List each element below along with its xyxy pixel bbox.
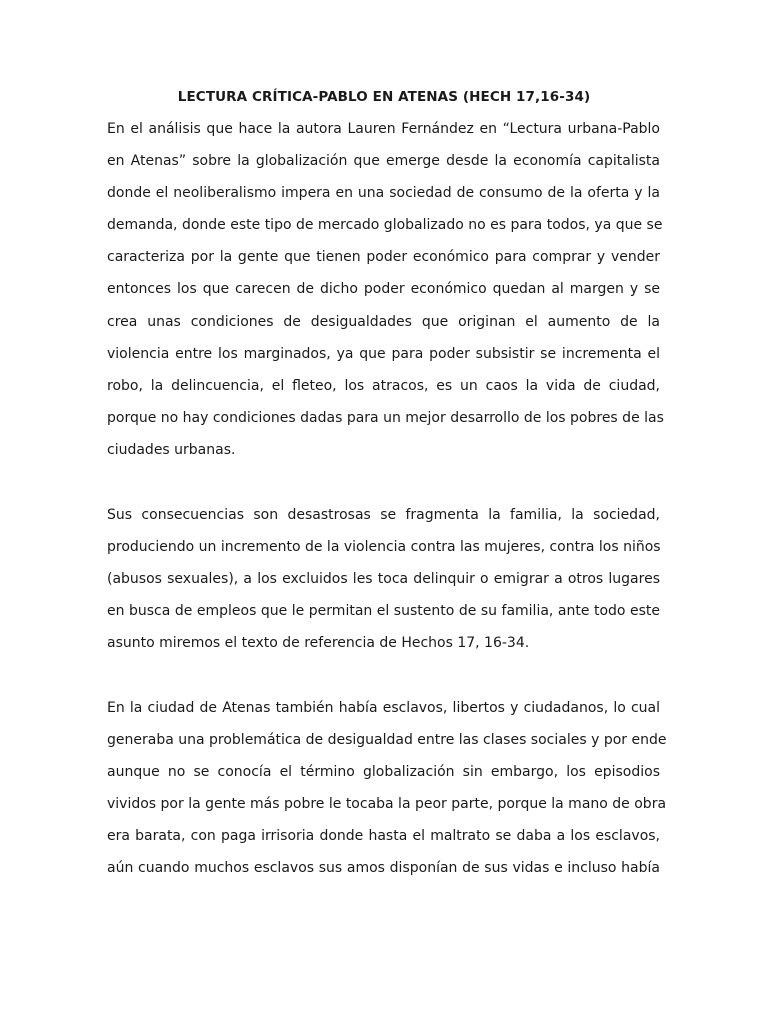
paragraph-1-line-11: ciudades urbanas. [107,442,236,458]
paragraph-3-line-1: En la ciudad de Atenas también había esclavos, libertos y ciudadanos, lo cual [107,700,660,716]
paragraph-1-line-7: crea unas condiciones de desigualdades que originan el aumento de la [107,314,660,330]
paragraph-3-line-6: aún cuando muchos esclavos sus amos disponían de sus vidas e incluso había [107,860,660,876]
paragraph-2-line-2: produciendo un incremento de la violencia contra las mujeres, contra los niños [107,539,661,555]
paragraph-2-line-4: en busca de empleos que le permitan el sustento de su familia, ante todo este [107,603,660,619]
paragraph-3-line-2: generaba una problemática de desigualdad entre las clases sociales y por ende [107,732,667,748]
paragraph-2-line-3: (abusos sexuales), a los excluidos les toca delinquir o emigrar a otros lugares [107,571,660,587]
paragraph-1-line-1: En el análisis que hace la autora Lauren Fernández en “Lectura urbana-Pablo [107,121,660,137]
paragraph-1-line-9: robo, la delincuencia, el fleteo, los atracos, es un caos la vida de ciudad, [107,378,660,394]
paragraph-1-line-8: violencia entre los marginados, ya que para poder subsistir se incrementa el [107,346,660,362]
paragraph-1-line-2: en Atenas” sobre la globalización que emerge desde la economía capitalista [107,153,660,169]
paragraph-1-line-3: donde el neoliberalismo impera en una sociedad de consumo de la oferta y la [107,185,660,201]
paragraph-2-line-5: asunto miremos el texto de referencia de Hechos 17, 16-34. [107,635,530,651]
paragraph-1-line-6: entonces los que carecen de dicho poder económico quedan al margen y se [107,281,660,297]
paragraph-3-line-5: era barata, con paga irrisoria donde hasta el maltrato se daba a los esclavos, [107,828,660,844]
paragraph-3-line-4: vividos por la gente más pobre le tocaba la peor parte, porque la mano de obra [107,796,667,812]
document-title: LECTURA CRÍTICA-PABLO EN ATENAS (HECH 17,16-34) [177,89,591,105]
paragraph-3-line-3: aunque no se conocía el término globalización sin embargo, los episodios [107,764,660,780]
paragraph-2-line-1: Sus consecuencias son desastrosas se fragmenta la familia, la sociedad, [107,507,660,523]
paragraph-1-line-5: caracteriza por la gente que tienen poder económico para comprar y vender [107,249,660,265]
paragraph-1-line-10: porque no hay condiciones dadas para un mejor desarrollo de los pobres de las [107,410,664,426]
paragraph-1-line-4: demanda, donde este tipo de mercado globalizado no es para todos, ya que se [107,217,663,233]
